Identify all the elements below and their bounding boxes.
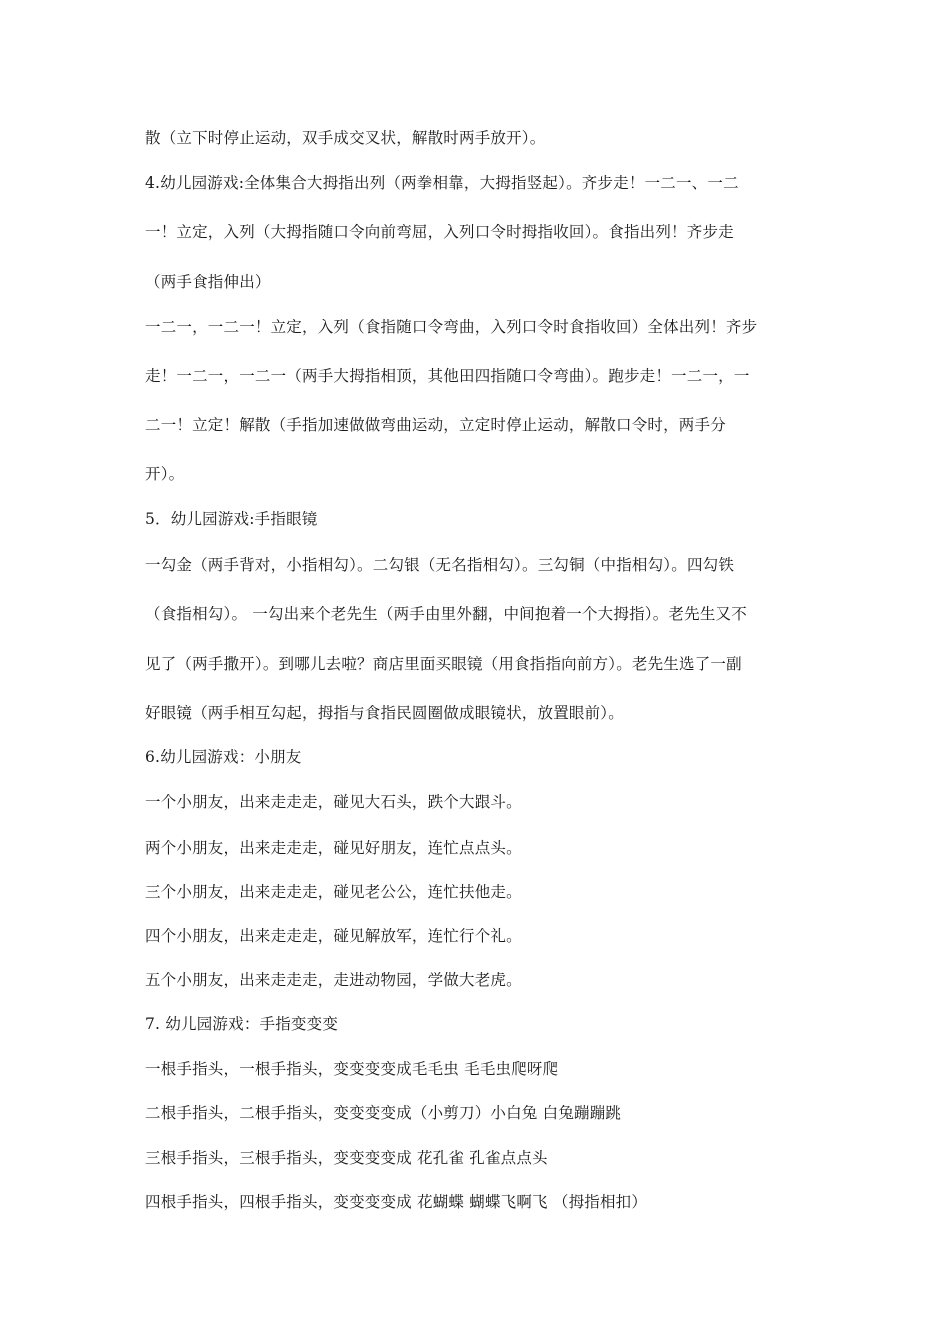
- paragraph-line: 散（立下时停止运动，双手成交叉状，解散时两手放开）。: [145, 129, 546, 147]
- paragraph-line: （两手食指伸出）: [145, 273, 271, 291]
- rhyme-line: 两个小朋友，出来走走走，碰见好朋友，连忙点点头。: [145, 839, 522, 857]
- rhyme-line: 五个小朋友，出来走走走，走进动物园，学做大老虎。: [145, 971, 522, 989]
- section-7-heading: 7. 幼儿园游戏：手指变变变: [145, 1015, 339, 1033]
- rhyme-line: 二根手指头，二根手指头，变变变变成（小剪刀）小白兔 白兔蹦蹦跳: [145, 1104, 622, 1122]
- rhyme-line: 四个小朋友，出来走走走，碰见解放军，连忙行个礼。: [145, 927, 522, 945]
- rhyme-line: 一个小朋友，出来走走走，碰见大石头，跌个大跟斗。: [145, 793, 522, 811]
- paragraph-line: 走！一二一，一二一（两手大拇指相顶，其他田四指随口令弯曲）。跑步走！一二一，一: [145, 367, 750, 385]
- paragraph-line: 开）。: [145, 465, 185, 483]
- paragraph-line: 好眼镜（两手相互勾起，拇指与食指民圆圈做成眼镜状，放置眼前）。: [145, 704, 624, 722]
- rhyme-line: 三个小朋友，出来走走走，碰见老公公，连忙扶他走。: [145, 883, 522, 901]
- paragraph-line: （食指相勾）。 一勾出来个老先生（两手由里外翻，中间抱着一个大拇指）。老先生又不: [145, 605, 747, 623]
- paragraph-line: 一！立定，入列（大拇指随口令向前弯屈，入列口令时拇指收回）。食指出列！齐步走: [145, 223, 734, 241]
- rhyme-line: 一根手指头，一根手指头，变变变变成毛毛虫 毛毛虫爬呀爬: [145, 1060, 559, 1078]
- paragraph-line: 二一！立定！解散（手指加速做做弯曲运动，立定时停止运动，解散口令时，两手分: [145, 416, 726, 434]
- paragraph-line: 一勾金（两手背对，小指相勾）。二勾银（无名指相勾）。三勾铜（中指相勾）。四勾铁: [145, 556, 735, 574]
- rhyme-line: 四根手指头，四根手指头，变变变变成 花蝴蝶 蝴蝶飞啊飞 （拇指相扣）: [145, 1193, 648, 1211]
- section-5-heading: 5．幼儿园游戏:手指眼镜: [145, 510, 318, 528]
- paragraph-line: 见了（两手撒开）。到哪儿去啦？商店里面买眼镜（用食指指向前方）。老先生选了一副: [145, 655, 742, 673]
- section-6-heading: 6.幼儿园游戏：小朋友: [145, 748, 302, 766]
- paragraph-line: 一二一，一二一！立定，入列（食指随口令弯曲，入列口令时食指收回）全体出列！齐步: [145, 318, 758, 336]
- section-4-line: 4.幼儿园游戏:全体集合大拇指出列（两拳相靠，大拇指竖起）。齐步走！一二一、一二: [145, 174, 739, 192]
- rhyme-line: 三根手指头，三根手指头，变变变变成 花孔雀 孔雀点点头: [145, 1149, 548, 1167]
